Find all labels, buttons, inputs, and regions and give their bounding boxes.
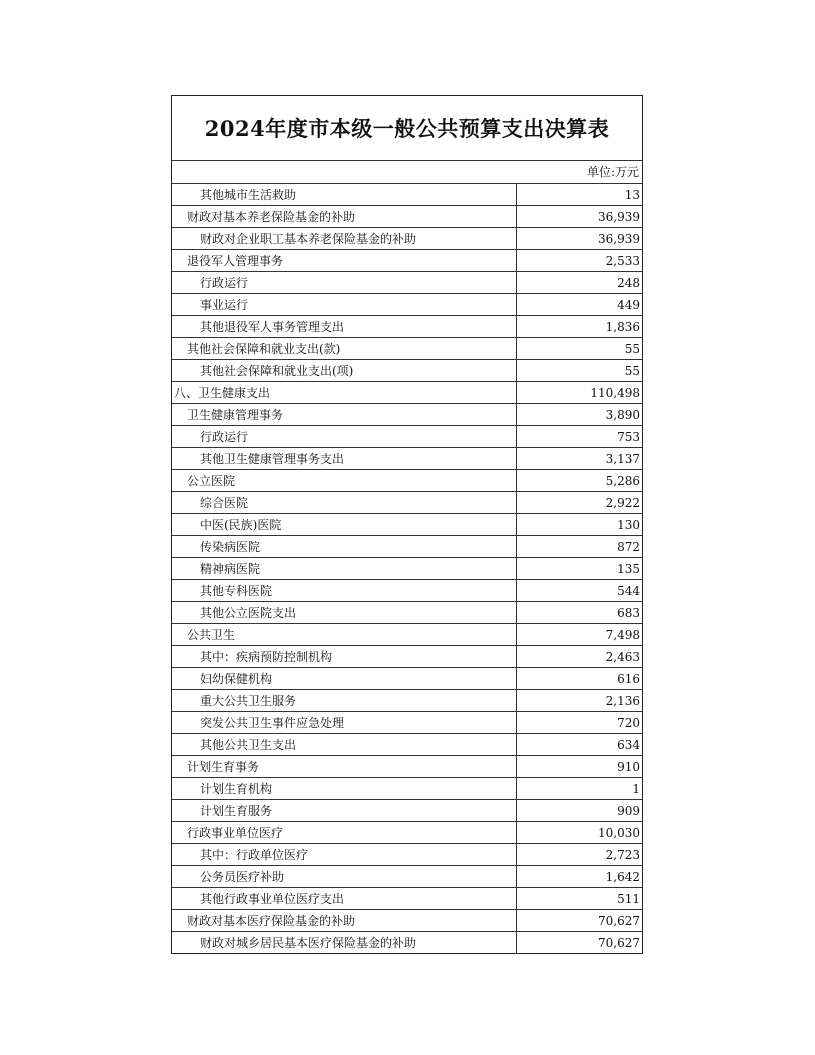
item-name: 财政对基本医疗保险基金的补助 <box>172 910 517 932</box>
item-name: 其他公共卫生支出 <box>172 734 517 756</box>
table-row <box>172 734 642 756</box>
item-amount: 110,498 <box>517 382 643 404</box>
table-row <box>172 866 642 888</box>
item-name: 妇幼保健机构 <box>172 668 517 690</box>
item-amount: 720 <box>517 712 643 734</box>
table-row <box>172 668 642 690</box>
item-name: 计划生育事务 <box>172 756 517 778</box>
table-body <box>172 184 642 953</box>
item-name: 传染病医院 <box>172 536 517 558</box>
item-name: 计划生育服务 <box>172 800 517 822</box>
table-row <box>172 470 642 492</box>
item-name: 财政对企业职工基本养老保险基金的补助 <box>172 228 517 250</box>
item-amount: 130 <box>517 514 643 536</box>
item-amount: 634 <box>517 734 643 756</box>
item-amount: 55 <box>517 338 643 360</box>
item-amount: 70,627 <box>517 910 643 932</box>
item-name: 其中：行政单位医疗 <box>172 844 517 866</box>
item-amount: 544 <box>517 580 643 602</box>
item-name: 公立医院 <box>172 470 517 492</box>
item-amount: 2,136 <box>517 690 643 712</box>
table-row <box>172 514 642 536</box>
item-name: 其他退役军人事务管理支出 <box>172 316 517 338</box>
item-name: 卫生健康管理事务 <box>172 404 517 426</box>
table-row <box>172 910 642 932</box>
table-row <box>172 250 642 272</box>
unit-label: 单位:万元 <box>172 161 642 184</box>
table-row <box>172 184 642 206</box>
table-row <box>172 492 642 514</box>
item-name: 其他专科医院 <box>172 580 517 602</box>
table-row <box>172 888 642 910</box>
item-name: 中医(民族)医院 <box>172 514 517 536</box>
item-amount: 10,030 <box>517 822 643 844</box>
item-name: 其他社会保障和就业支出(款) <box>172 338 517 360</box>
item-amount: 1 <box>517 778 643 800</box>
item-name: 财政对城乡居民基本医疗保险基金的补助 <box>172 932 517 954</box>
item-name: 综合医院 <box>172 492 517 514</box>
item-name: 其他公立医院支出 <box>172 602 517 624</box>
budget-table-sheet <box>171 95 643 954</box>
item-name: 其他行政事业单位医疗支出 <box>172 888 517 910</box>
item-amount: 7,498 <box>517 624 643 646</box>
item-name: 事业运行 <box>172 294 517 316</box>
page-title: 2024年度市本级一般公共预算支出决算表 <box>172 96 642 161</box>
table-row <box>172 580 642 602</box>
item-name: 行政事业单位医疗 <box>172 822 517 844</box>
item-name: 财政对基本养老保险基金的补助 <box>172 206 517 228</box>
item-amount: 872 <box>517 536 643 558</box>
table-row <box>172 426 642 448</box>
item-name: 其他社会保障和就业支出(项) <box>172 360 517 382</box>
table-row <box>172 822 642 844</box>
item-amount: 753 <box>517 426 643 448</box>
item-name: 突发公共卫生事件应急处理 <box>172 712 517 734</box>
table-row <box>172 206 642 228</box>
item-amount: 13 <box>517 184 643 206</box>
table-row <box>172 404 642 426</box>
item-name: 公共卫生 <box>172 624 517 646</box>
item-amount: 511 <box>517 888 643 910</box>
item-amount: 5,286 <box>517 470 643 492</box>
table-row <box>172 778 642 800</box>
item-amount: 2,922 <box>517 492 643 514</box>
item-name: 其他卫生健康管理事务支出 <box>172 448 517 470</box>
table-row <box>172 844 642 866</box>
table-row <box>172 602 642 624</box>
item-name: 计划生育机构 <box>172 778 517 800</box>
table-row <box>172 756 642 778</box>
item-name: 退役军人管理事务 <box>172 250 517 272</box>
table-row <box>172 360 642 382</box>
item-amount: 135 <box>517 558 643 580</box>
item-amount: 3,890 <box>517 404 643 426</box>
item-amount: 1,836 <box>517 316 643 338</box>
item-amount: 1,642 <box>517 866 643 888</box>
item-amount: 36,939 <box>517 206 643 228</box>
table-row <box>172 228 642 250</box>
table-row <box>172 338 642 360</box>
table-row <box>172 800 642 822</box>
table-row <box>172 536 642 558</box>
item-name: 其中：疾病预防控制机构 <box>172 646 517 668</box>
item-name: 行政运行 <box>172 426 517 448</box>
item-amount: 616 <box>517 668 643 690</box>
item-name: 精神病医院 <box>172 558 517 580</box>
table-row <box>172 932 642 954</box>
item-amount: 910 <box>517 756 643 778</box>
item-amount: 2,463 <box>517 646 643 668</box>
table-row <box>172 558 642 580</box>
expenditure-table <box>172 184 642 953</box>
table-row <box>172 316 642 338</box>
table-row <box>172 712 642 734</box>
table-row <box>172 624 642 646</box>
table-row <box>172 294 642 316</box>
item-name: 公务员医疗补助 <box>172 866 517 888</box>
item-amount: 2,723 <box>517 844 643 866</box>
table-row <box>172 690 642 712</box>
item-amount: 3,137 <box>517 448 643 470</box>
table-row <box>172 382 642 404</box>
item-name: 其他城市生活救助 <box>172 184 517 206</box>
item-amount: 449 <box>517 294 643 316</box>
table-row <box>172 272 642 294</box>
item-amount: 36,939 <box>517 228 643 250</box>
item-amount: 55 <box>517 360 643 382</box>
item-amount: 2,533 <box>517 250 643 272</box>
item-amount: 909 <box>517 800 643 822</box>
item-amount: 683 <box>517 602 643 624</box>
item-amount: 248 <box>517 272 643 294</box>
table-row <box>172 448 642 470</box>
item-name: 八、卫生健康支出 <box>172 382 517 404</box>
item-amount: 70,627 <box>598 935 640 950</box>
item-name: 行政运行 <box>172 272 517 294</box>
item-name: 重大公共卫生服务 <box>172 690 517 712</box>
table-row <box>172 646 642 668</box>
